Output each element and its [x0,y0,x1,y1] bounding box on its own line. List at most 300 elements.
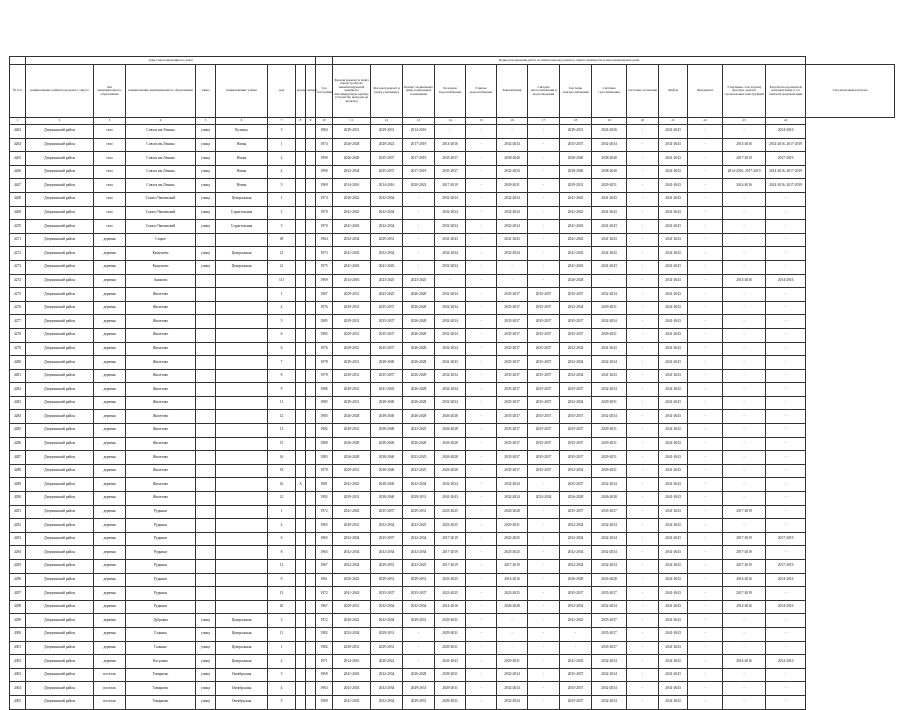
table-cell: 2029-2031 [592,396,627,410]
table-cell: - [466,451,497,465]
table-cell: 2041-2043 [371,260,403,274]
table-cell: - [766,627,806,641]
table-cell: 2035-2037 [497,356,528,370]
table-cell: - [466,328,497,342]
table-cell: - [466,641,497,655]
table-cell: Дзержинский район [26,165,94,179]
table-cell: 4275 [10,288,26,302]
table-row [10,614,895,628]
table-row [10,464,895,478]
table-cell: - [688,342,723,356]
table-cell: - [723,492,766,506]
table-cell: - [466,233,497,247]
table-cell: - [528,505,560,519]
table-cell: 2026-2028 [403,288,435,302]
table-cell: 2032-2034 [497,695,528,709]
table-cell [196,356,216,370]
table-cell: 4263 [10,125,26,139]
table-cell: 2017-2019 [723,152,766,166]
table-cell: 2014-2016 [766,573,806,587]
table-cell: 4270 [10,220,26,234]
table-cell [216,383,268,397]
table-cell: 2020-2022 [371,138,403,152]
table-cell: 2041-2043 [659,315,688,329]
table-cell: - [766,192,806,206]
table-cell: - [723,410,766,424]
table-cell: - [766,492,806,506]
table-cell [296,288,306,302]
table-cell: 1982 [316,424,333,438]
table-cell: - [688,165,723,179]
table-cell: деревня [94,464,126,478]
table-cell: - [466,682,497,696]
table-row [10,396,895,410]
table-cell: - [766,288,806,302]
table-cell: 2032-2034 [497,492,528,506]
table-cell: Дзержинский район [26,342,94,356]
table-cell: село [94,206,126,220]
table-cell: 4271 [10,233,26,247]
table-cell: 2032-2034 [371,192,403,206]
table-cell: 2032-2034 [592,600,627,614]
table-cell [306,369,316,383]
table-cell: Жилетово [126,478,196,492]
table-cell: деревня [94,492,126,506]
table-cell: 2014-2016, 2017-2019 [766,179,806,193]
table-cell: 2026-2028 [333,437,371,451]
table-cell [216,492,268,506]
table-cell [296,328,306,342]
table-cell [296,138,306,152]
table-cell: 2041-2043 [659,383,688,397]
table-cell: - [627,301,659,315]
table-cell: 16 [268,478,296,492]
table-cell [296,206,306,220]
table-cell [216,274,268,288]
table-cell: 2035-2037 [497,328,528,342]
header-group-address: Адрес многоквартирного дома [26,57,316,65]
table-cell: - [466,192,497,206]
table-row [10,342,895,356]
table-cell: - [723,396,766,410]
table-cell: Жилетово [126,383,196,397]
table-cell: 2032-2034 [560,546,592,560]
column-header: Фасады (ремонт и (или) утепление) [371,65,403,118]
column-header: Утепление стен и (или) фасадов, ремонт строительных конструкций [723,65,766,118]
table-cell: 2024-2026 [592,125,627,139]
table-cell: 2041-2043 [659,165,688,179]
table-cell: 2014-2016 [333,179,371,193]
table-cell [296,192,306,206]
table-row [10,328,895,342]
header-number-row [10,118,895,125]
table-cell: - [766,328,806,342]
table-cell: 2041-2043 [659,342,688,356]
table-cell [306,627,316,641]
table-cell: 4298 [10,600,26,614]
table-cell: 13 [268,424,296,438]
table-cell: 4291 [10,505,26,519]
table-cell: Товарково [126,695,196,709]
table-cell: - [723,437,766,451]
table-cell: - [688,233,723,247]
table-cell: - [403,641,435,655]
table-cell [216,301,268,315]
table-cell: - [466,492,497,506]
table-cell: 2029-2031 [560,125,592,139]
table-cell: 4303 [10,668,26,682]
table-cell: 2029-2031 [592,301,627,315]
table-cell [216,573,268,587]
table-cell: - [528,233,560,247]
table-row [10,220,895,234]
table-cell: Жилетово [126,396,196,410]
table-cell: 2035-2037 [560,668,592,682]
table-cell: 2023-2025 [435,505,466,519]
table-cell: 2032-2034 [403,546,435,560]
table-cell [196,342,216,356]
table-cell: 2023-2025 [403,519,435,533]
table-cell: 2035-2037 [497,288,528,302]
table-cell: 2032-2034 [435,328,466,342]
table-row [10,505,895,519]
table-cell: 2032-2034 [435,220,466,234]
table-cell [296,655,306,669]
table-cell [296,315,306,329]
table-cell: Жилетово [126,356,196,370]
table-cell: Дзержинский район [26,451,94,465]
table-cell: улица [196,627,216,641]
table-cell: - [766,369,806,383]
table-cell: деревня [94,614,126,628]
table-cell: - [528,192,560,206]
table-row [10,600,895,614]
table-cell: 2032-2034 [333,546,371,560]
table-cell: - [466,573,497,587]
table-cell: 2020-2022 [333,614,371,628]
table-cell: - [528,260,560,274]
table-cell: - [627,179,659,193]
table-cell [306,492,316,506]
table-cell: 9 [268,573,296,587]
table-cell: улица [196,165,216,179]
column-header: дом [268,65,296,118]
table-cell: 2029-2031 [435,627,466,641]
table-cell: - [723,125,766,139]
table-cell: 21 [268,260,296,274]
table-cell: 1985 [316,328,333,342]
table-cell: - [688,288,723,302]
table-cell: - [688,383,723,397]
table-cell: 2032-2034 [371,247,403,261]
table-cell: 2032-2034 [592,383,627,397]
table-cell: Дзержинский район [26,260,94,274]
table-cell: 8 [268,546,296,560]
table-cell: 2014-2016 [723,600,766,614]
table-cell: - [723,260,766,274]
table-cell: 2032-2034 [592,695,627,709]
table-cell: Дзержинский район [26,560,94,574]
table-cell: - [528,532,560,546]
table-cell: - [528,614,560,628]
table-cell [216,410,268,424]
table-cell: 2035-2037 [528,288,560,302]
table-row [10,288,895,302]
table-cell: 2035-2037 [497,396,528,410]
table-cell: 2035-2037 [497,437,528,451]
table-row [10,138,895,152]
table-cell: 2041-2043 [333,478,371,492]
table-cell: 2014-2016 [333,274,371,288]
table-cell: 4274 [10,274,26,288]
table-cell: Дзержинский район [26,315,94,329]
table-cell: 2032-2034 [371,668,403,682]
table-cell: 2035-2037 [592,641,627,655]
table-cell [216,315,268,329]
table-cell: Дзержинский район [26,519,94,533]
table-cell: 2041-2043 [659,464,688,478]
table-cell: 2041-2043 [659,505,688,519]
table-cell: - [766,668,806,682]
table-cell: - [723,424,766,438]
table-cell: - [766,301,806,315]
table-cell: Новая [216,179,268,193]
table-cell: 4 [268,301,296,315]
table-cell: 2032-2034 [560,356,592,370]
column-number: 1 [10,118,26,125]
table-cell: улица [196,695,216,709]
table-cell: 2029-2031 [333,356,371,370]
table-cell: - [528,206,560,220]
table-cell: 2029-2031 [371,125,403,139]
table-cell: Дзержинский район [26,492,94,506]
table-row [10,274,895,288]
table-cell: - [497,274,528,288]
table-cell: 1970 [316,220,333,234]
table-cell: - [627,152,659,166]
column-header: наименование района/городского округа [26,65,94,118]
table-cell: деревня [94,519,126,533]
table-cell: 2041-2043 [333,206,371,220]
table-row [10,206,895,220]
table-cell: 4296 [10,573,26,587]
table-cell: - [466,260,497,274]
table-cell: 2038-2040 [371,437,403,451]
table-cell: 2032-2034 [435,478,466,492]
table-cell: деревня [94,437,126,451]
table-cell: 2029-2031 [435,668,466,682]
table-cell: - [766,695,806,709]
table-cell: 4297 [10,587,26,601]
table-cell: 2017-2019 [723,532,766,546]
table-cell: 1975 [316,260,333,274]
table-cell: - [528,478,560,492]
table-cell: - [497,614,528,628]
table-cell: Октябрьская [216,682,268,696]
table-cell: - [435,125,466,139]
table-cell: 2032-2034 [560,301,592,315]
table-cell: 4288 [10,464,26,478]
table-cell [216,532,268,546]
table-cell: 20 [268,600,296,614]
table-cell: - [723,478,766,492]
table-cell: 2041-2043 [560,247,592,261]
table-cell: 2041-2043 [333,505,371,519]
table-cell: - [688,505,723,519]
table-cell: А [296,478,306,492]
table-cell [306,437,316,451]
table-cell: - [528,682,560,696]
table-cell: - [688,560,723,574]
table-cell: Рудники [126,587,196,601]
table-cell [216,464,268,478]
column-number: 3 [94,118,126,125]
table-cell: - [497,260,528,274]
table-cell [196,505,216,519]
table-cell: 2041-2043 [560,614,592,628]
table-cell [216,587,268,601]
table-cell: 1985 [316,315,333,329]
table-cell: - [688,220,723,234]
table-cell: 2020-2022 [333,192,371,206]
table-cell: 2026-2028 [403,315,435,329]
table-cell: Жилетово [126,315,196,329]
table-cell [306,695,316,709]
table-cell: 8 [268,369,296,383]
table-cell: - [466,247,497,261]
table-cell: - [688,356,723,370]
table-cell: 4304 [10,682,26,696]
table-cell: деревня [94,396,126,410]
table-cell: - [627,342,659,356]
table-cell: 2026-2028 [333,138,371,152]
table-cell: 2029-2031 [371,560,403,574]
table-cell: 2029-2031 [497,519,528,533]
table-cell: 4302 [10,655,26,669]
table-cell: - [497,641,528,655]
table-cell: Дзержинский район [26,301,94,315]
table-cell: 2029-2031 [435,614,466,628]
table-cell: 2032-2034 [497,478,528,492]
table-cell: - [688,410,723,424]
table-cell: - [688,424,723,438]
table-cell: 2032-2034 [560,369,592,383]
table-cell: 1 [268,505,296,519]
column-number: 5 [196,118,216,125]
table-cell: 2035-2037 [371,342,403,356]
table-cell: деревня [94,247,126,261]
table-cell: - [627,532,659,546]
table-cell [296,437,306,451]
table-cell: - [723,247,766,261]
table-cell: - [627,682,659,696]
table-cell: 2041-2043 [659,655,688,669]
table-cell: 111 [268,274,296,288]
table-cell: 4305 [10,695,26,709]
table-cell: - [688,573,723,587]
table-cell [216,600,268,614]
table-cell: 2035-2037 [528,410,560,424]
table-cell: 2017-2019 [435,532,466,546]
table-cell: Совхоз Чапаевский [126,220,196,234]
table-cell: Центральная [216,614,268,628]
table-cell: 2020-2022 [333,573,371,587]
table-cell: 2029-2031 [592,328,627,342]
table-cell [296,410,306,424]
table-cell: Старое [126,233,196,247]
table-cell: 2041-2043 [333,220,371,234]
table-cell: 2035-2037 [560,695,592,709]
table-cell: Жилетово [126,410,196,424]
table-cell: - [688,614,723,628]
table-cell: 2026-2028 [497,600,528,614]
table-cell [306,396,316,410]
column-number: 22 [688,118,723,125]
table-cell: Рудники [126,505,196,519]
table-cell [196,532,216,546]
table-cell: Дзержинский район [26,478,94,492]
table-cell [306,165,316,179]
table-cell: 2035-2037 [497,315,528,329]
table-cell: 2032-2034 [592,356,627,370]
table-cell: - [723,641,766,655]
table-cell: - [688,369,723,383]
table-cell: 2029-2031 [333,492,371,506]
table-cell: 1974 [316,138,333,152]
column-header: Строительный контроль [806,65,895,118]
table-cell: 2026-2028 [403,410,435,424]
table-cell [306,206,316,220]
table-cell: 12 [268,410,296,424]
table-cell: Дзержинский район [26,587,94,601]
table-cell: 2026-2028 [403,342,435,356]
table-cell: - [466,627,497,641]
table-cell: село [94,179,126,193]
table-cell: 2041-2043 [659,192,688,206]
table-row [10,519,895,533]
table-cell: 2026-2028 [403,369,435,383]
table-cell: - [766,546,806,560]
table-cell: 2023-2025 [403,451,435,465]
table-cell: - [723,464,766,478]
table-cell: 2017-2019 [723,505,766,519]
table-cell [196,573,216,587]
table-cell: деревня [94,627,126,641]
table-row [10,695,895,709]
table-cell: 2017-2019 [723,587,766,601]
table-cell: 1980 [316,437,333,451]
table-cell: 1978 [316,464,333,478]
table-cell: 2041-2043 [659,260,688,274]
table-cell: 2032-2034 [435,342,466,356]
table-cell: 2026-2028 [435,437,466,451]
table-cell: 2017-2019 [403,152,435,166]
column-header: корпус [296,65,306,118]
table-cell: 2029-2031 [403,614,435,628]
table-cell: - [766,233,806,247]
table-cell: - [528,125,560,139]
table-cell: деревня [94,600,126,614]
table-cell: 2041-2043 [560,220,592,234]
table-cell: 2026-2028 [333,451,371,465]
table-cell: - [627,560,659,574]
table-row [10,356,895,370]
table-cell [196,315,216,329]
table-cell: Новая [216,165,268,179]
table-cell [296,152,306,166]
table-cell: 2041-2043 [659,328,688,342]
table-cell: 2041-2043 [333,682,371,696]
